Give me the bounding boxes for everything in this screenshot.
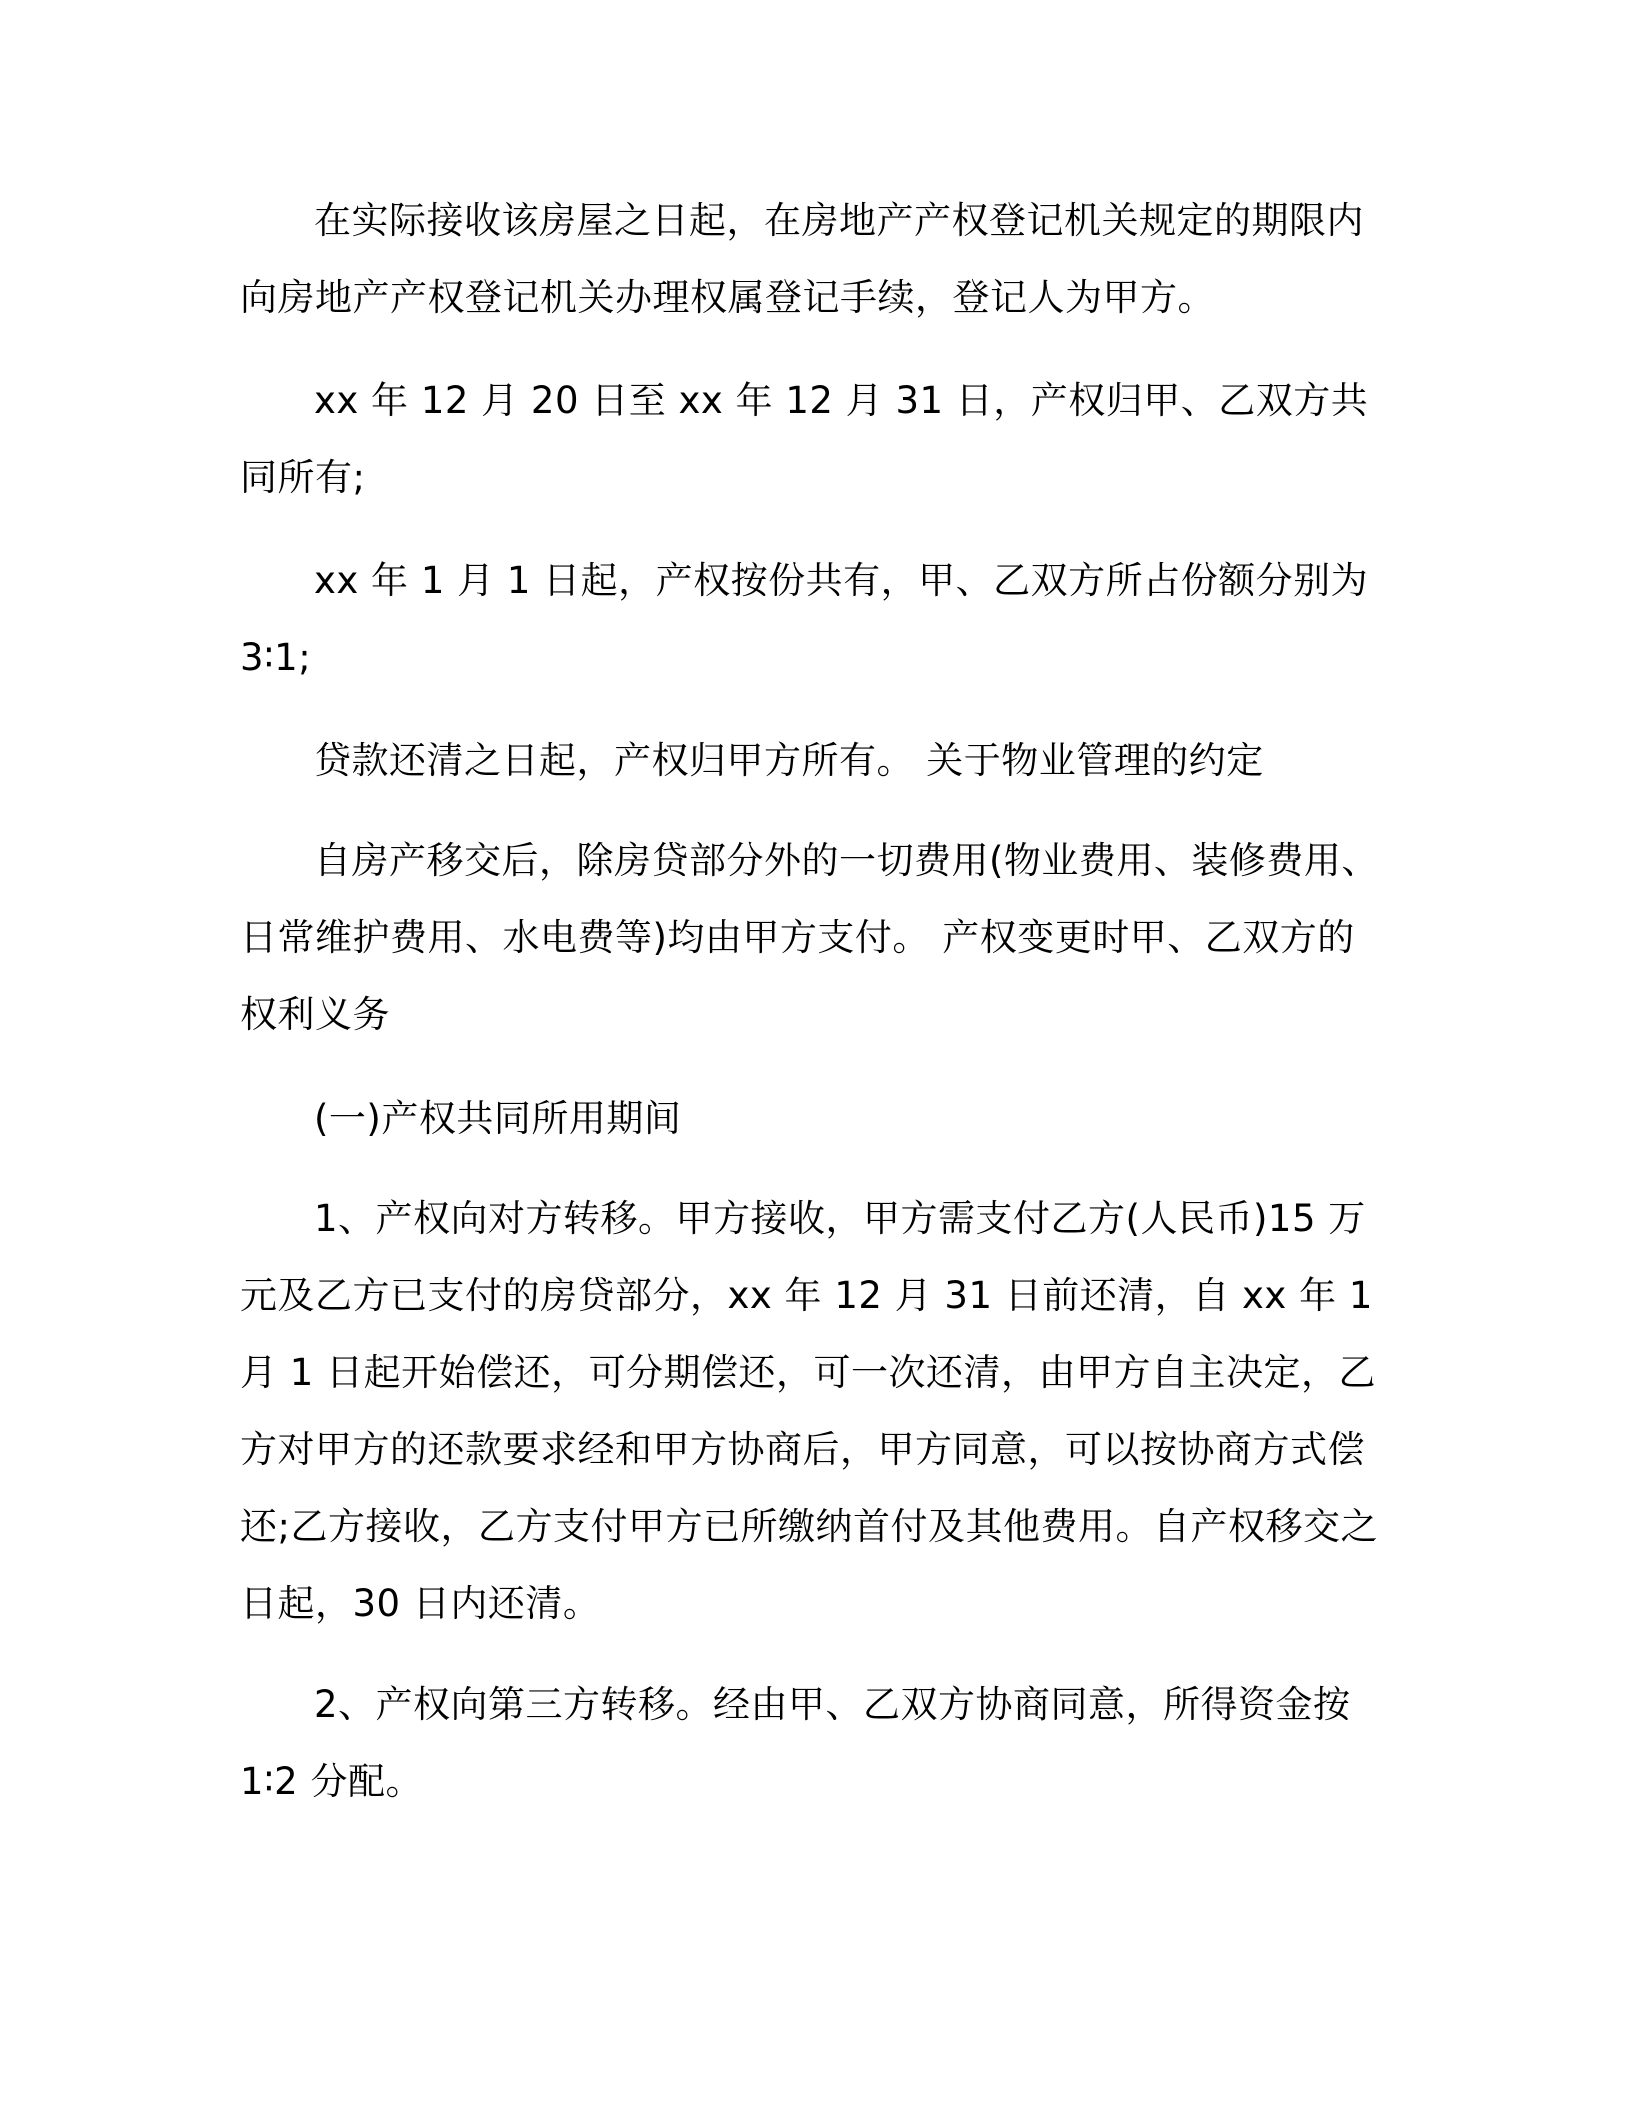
paragraph-share-ownership: xx 年 1 月 1 日起，产权按份共有，甲、乙双方所占份额分别为 3∶1; bbox=[240, 559, 1369, 679]
paragraph-transfer-to-third-party: 2、产权向第三方转移。经由甲、乙双方协商同意，所得资金按 1∶2 分配。 bbox=[240, 1683, 1351, 1803]
paragraph-joint-ownership: xx 年 12 月 20 日至 xx 年 12 月 31 日，产权归甲、乙双方共同所有; bbox=[240, 379, 1369, 499]
paragraph-loan-cleared: 贷款还清之日起，产权归甲方所有。 关于物业管理的约定 bbox=[314, 739, 1264, 782]
section-heading-joint-period: (一)产权共同所用期间 bbox=[314, 1097, 682, 1140]
paragraph-property-fees: 自房产移交后，除房贷部分外的一切费用(物业费用、装修费用、日常维护费用、水电费等)均由甲方支付。 产权变更时甲、乙双方的权利义务 bbox=[240, 839, 1379, 1036]
paragraph-registration: 在实际接收该房屋之日起，在房地产产权登记机关规定的期限内向房地产产权登记机关办理权属登记手续，登记人为甲方。 bbox=[240, 199, 1364, 319]
paragraph-transfer-to-other-party: 1、产权向对方转移。甲方接收，甲方需支付乙方(人民币)15 万元及乙方已支付的房贷部分，xx 年 12 月 31 日前还清，自 xx 年 1 月 1 日起开始偿还，可分期偿还，可一次还清，由甲方自主决定，乙方对甲方的还款要求经和甲方协商后，甲方同意，可以按协商方式偿还;乙方接收，乙方支付甲方已所缴纳首付及其他费用。自产权移交之日起，30 日内还清。 bbox=[240, 1197, 1378, 1625]
